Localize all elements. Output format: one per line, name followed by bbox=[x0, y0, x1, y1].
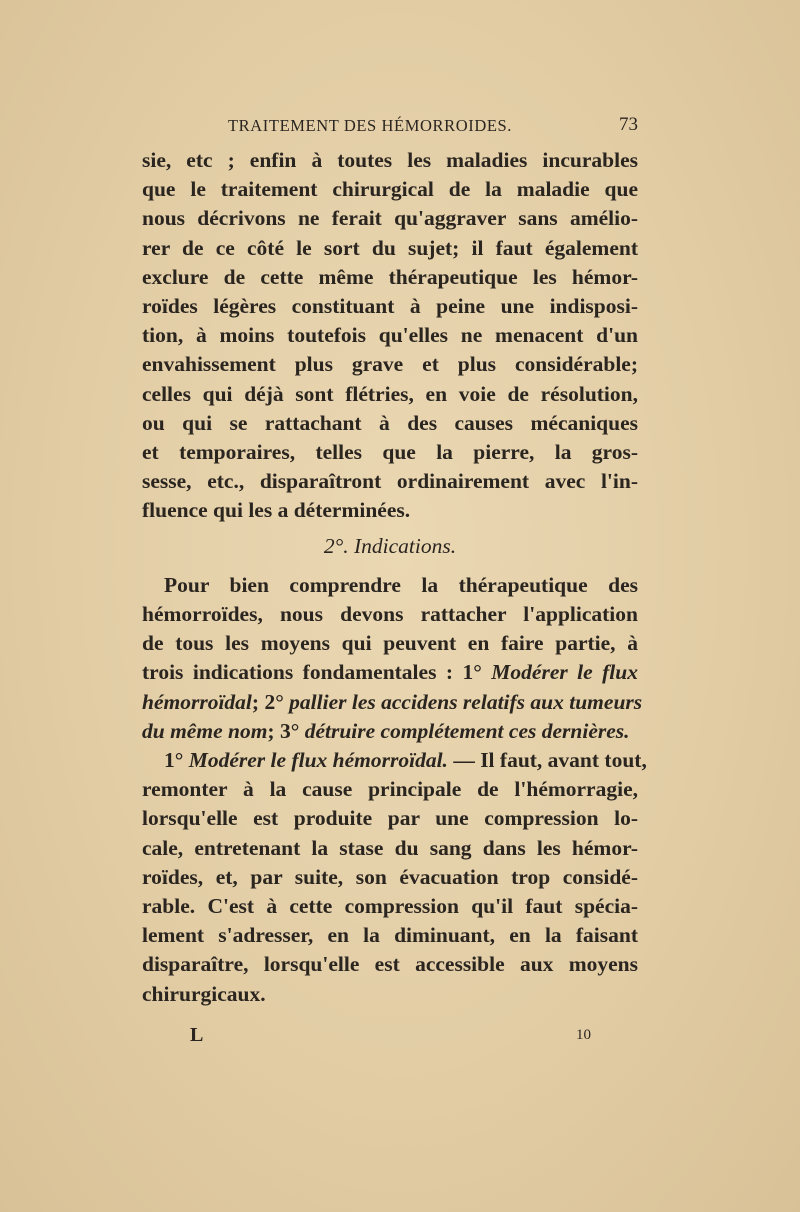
text-line: envahissement plus grave et plus considérable; bbox=[142, 352, 638, 377]
sheet-number: 10 bbox=[576, 1027, 591, 1043]
text-line bbox=[142, 658, 638, 687]
text-line: roïdes légères constituant à peine une indisposi- bbox=[142, 294, 638, 319]
text-line: lorsqu'elle est produite par une compression lo- bbox=[142, 806, 638, 831]
text-line: remonter à la cause principale de l'hémorragie, bbox=[142, 777, 638, 802]
page-footer bbox=[142, 1024, 638, 1054]
text-line: cale, entretenant la stase du sang dans les hémor- bbox=[142, 835, 638, 860]
text-line: fluence qui les a déterminées. bbox=[142, 498, 411, 523]
text-line: Pour bien comprendre la thérapeutique des bbox=[164, 572, 638, 597]
text-line: que le traitement chirurgical de la maladie que bbox=[142, 177, 638, 202]
running-title: TRAITEMENT DES HÉMORROIDES. bbox=[228, 116, 513, 135]
text-run: ; 2° bbox=[251, 689, 290, 714]
text-line: ou qui se rattachant à des causes mécaniques bbox=[142, 410, 638, 435]
text-line: disparaître, lorsqu'elle est accessible aux moyens bbox=[142, 952, 638, 977]
italic-run: Modérer le flux bbox=[491, 660, 638, 685]
text-line: sesse, etc., disparaîtront ordinairement avec l'in- bbox=[142, 469, 638, 494]
page-number: 73 bbox=[619, 114, 638, 135]
text-run: — Il faut, avant tout, bbox=[447, 748, 647, 773]
italic-run: Modérer le flux hémorroïdal. bbox=[188, 748, 448, 773]
text-line: rable. C'est à cette compression qu'il faut spécia- bbox=[142, 894, 638, 919]
italic-run: du même nom bbox=[142, 718, 268, 743]
text-line: tion, à moins toutefois qu'elles ne menacent d'un bbox=[142, 323, 638, 348]
text-line: chirurgicaux. bbox=[142, 981, 266, 1006]
text-line: sie, etc ; enfin à toutes les maladies incurables bbox=[142, 148, 638, 172]
text-run: trois indications fondamentales : 1° bbox=[142, 660, 492, 685]
text-line bbox=[142, 717, 638, 746]
text-line: hémorroïdes, nous devons rattacher l'application bbox=[142, 602, 638, 627]
text-line bbox=[142, 688, 643, 717]
italic-run: détruire complétement ces dernières. bbox=[304, 718, 630, 743]
section-heading: 2°. Indications. bbox=[323, 533, 457, 558]
text-line: lement s'adresser, en la diminuant, en la faisant bbox=[142, 923, 638, 948]
text-line: exclure de cette même thérapeutique les hémor- bbox=[142, 264, 638, 289]
paragraph-exclusions bbox=[142, 146, 638, 526]
text-line: rer de ce côté le sort du sujet; il faut également bbox=[142, 235, 638, 260]
signature-mark: L bbox=[190, 1024, 204, 1046]
text-run: ; 3° bbox=[267, 718, 305, 743]
text-line: et temporaires, telles que la pierre, la gros- bbox=[142, 440, 638, 465]
italic-run: pallier les accidens relatifs aux tumeurs bbox=[289, 689, 643, 714]
text-block bbox=[142, 146, 647, 1009]
text-line: celles qui déjà sont flétries, en voie de résolution, bbox=[142, 381, 638, 406]
text-line bbox=[142, 746, 647, 775]
italic-run: hémorroïdal bbox=[142, 689, 252, 714]
text-line: nous décrivons ne ferait qu'aggraver sans amélio- bbox=[142, 206, 638, 231]
paragraph-indications bbox=[142, 571, 643, 746]
text-run: 1° bbox=[164, 748, 189, 773]
text-line: roïdes, et, par suite, son évacuation trop considé- bbox=[142, 864, 638, 889]
paragraph-moderate-flux bbox=[142, 746, 647, 1009]
running-head bbox=[228, 114, 638, 140]
text-line: de tous les moyens qui peuvent en faire partie, à bbox=[142, 631, 638, 656]
